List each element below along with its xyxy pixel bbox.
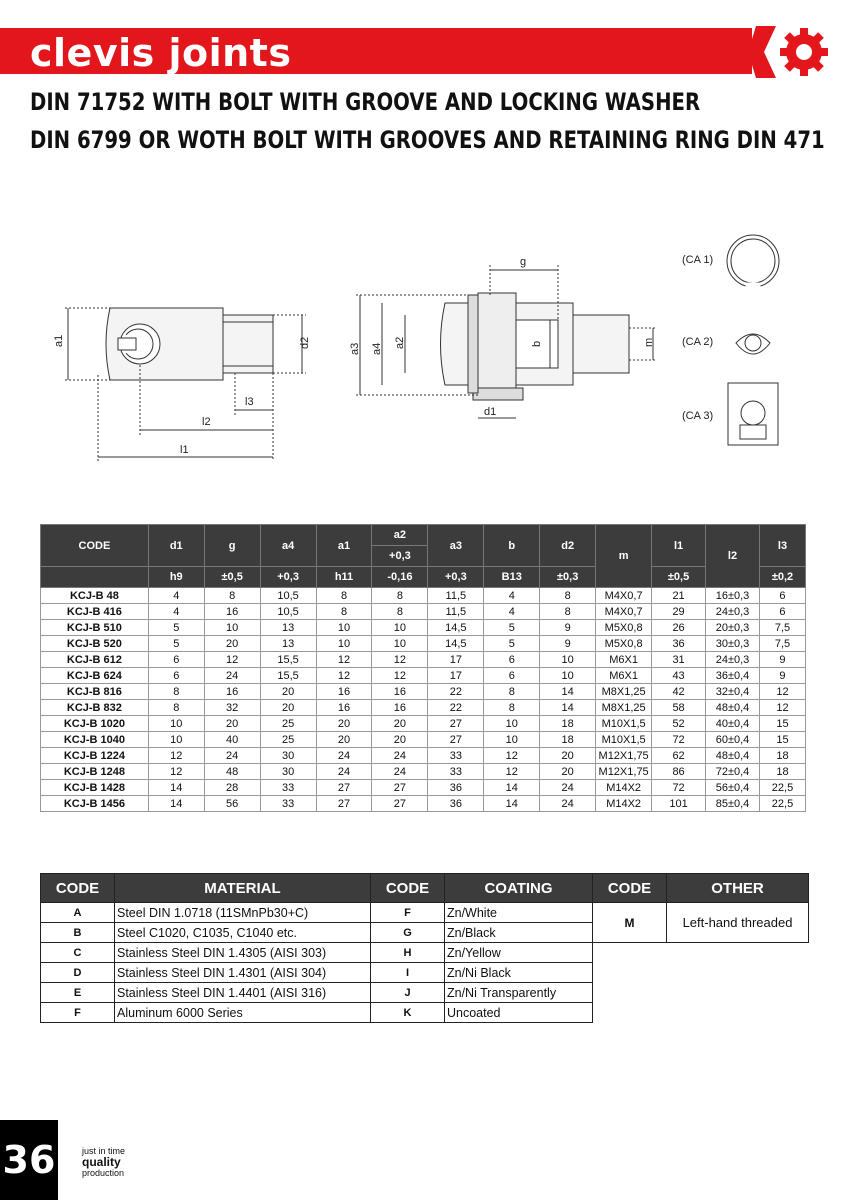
table-cell: 32 [204,700,260,716]
table-cell: 20±0,3 [706,620,760,636]
table-cell: 33 [260,780,316,796]
product-code-cell: KCJ-B 1020 [41,716,149,732]
table-cell: 16 [204,684,260,700]
table-cell: 10 [372,636,428,652]
table-cell: 15 [759,732,805,748]
tolerance-cell: h11 [316,567,372,588]
table-cell: 10 [148,732,204,748]
table-cell: M12X1,75 [596,764,652,780]
table-cell: 22 [428,684,484,700]
table-cell: 6 [759,588,805,604]
table-cell: 62 [652,748,706,764]
table-cell: 48±0,4 [706,700,760,716]
table-row [41,620,806,636]
material-code-cell: C [41,943,115,963]
tolerance-cell: h9 [148,567,204,588]
table-cell: 101 [652,796,706,812]
table-cell: 16 [316,700,372,716]
table-cell: 8 [484,684,540,700]
table-cell: 42 [652,684,706,700]
table-cell: 15,5 [260,652,316,668]
table-cell: 20 [316,716,372,732]
table-cell: 4 [484,604,540,620]
table-cell: 72±0,4 [706,764,760,780]
table-row [41,983,809,1003]
material-code-cell: B [41,923,115,943]
table-cell: 22,5 [759,796,805,812]
product-code-cell: KCJ-B 520 [41,636,149,652]
table-cell: 6 [148,652,204,668]
table-cell: 8 [148,684,204,700]
table-cell: 17 [428,652,484,668]
table-cell: 18 [540,732,596,748]
table-row [41,732,806,748]
col-header: d1 [148,525,204,567]
material-name-cell: Steel C1020, C1035, C1040 etc. [115,923,371,943]
table-cell: 36±0,4 [706,668,760,684]
table-cell: 6 [484,652,540,668]
table-cell: 5 [148,620,204,636]
table-cell: 20 [540,748,596,764]
coating-code-cell: I [371,963,445,983]
table-cell: 22 [428,700,484,716]
table-cell: 10 [204,620,260,636]
table-cell: 10 [148,716,204,732]
tolerance-cell [41,567,149,588]
table-cell: M12X1,75 [596,748,652,764]
table-cell: 10 [372,620,428,636]
coating-code-cell: K [371,1003,445,1023]
table-cell: 4 [148,604,204,620]
coating-code-cell: G [371,923,445,943]
table-cell: 28 [204,780,260,796]
table-row [41,903,809,923]
page-number: 36 [0,1120,58,1200]
table-cell: 22,5 [759,780,805,796]
product-code-cell: KCJ-B 1040 [41,732,149,748]
table-cell: 8 [372,588,428,604]
coating-name-cell: Zn/Ni Black [445,963,593,983]
tagline-line3: production [82,1168,125,1178]
table-cell: 72 [652,780,706,796]
table-cell: 31 [652,652,706,668]
retaining-rings [727,235,779,445]
material-coating-table [40,873,809,1023]
table-cell: 12 [759,684,805,700]
table-cell: 24 [204,748,260,764]
dim-l1: l1 [180,444,189,456]
table-cell: 48±0,4 [706,748,760,764]
table-row [41,684,806,700]
subtitle-din-6799: DIN 6799 OR WOTH BOLT WITH GROOVES AND RETAINING RING DIN 471 [30,126,825,154]
product-code-cell: KCJ-B 624 [41,668,149,684]
table-cell: 24 [316,764,372,780]
table-cell: 5 [484,636,540,652]
table-cell: 8 [372,604,428,620]
dimensions-table [40,524,806,812]
dim-a3: a3 [349,342,361,355]
table-row [41,748,806,764]
table-cell: 12 [372,668,428,684]
table-row [41,652,806,668]
tolerance-row [41,567,806,588]
table-cell: 16 [316,684,372,700]
product-code-cell: KCJ-B 1248 [41,764,149,780]
table-cell: M10X1,5 [596,732,652,748]
table-cell: 20 [540,764,596,780]
table-row [41,604,806,620]
empty-cell [593,963,809,983]
table-cell: 40±0,4 [706,716,760,732]
table-cell: 27 [316,796,372,812]
label-ca1: (CA 1) [682,254,714,266]
table-cell: 27 [372,780,428,796]
material-coating-body [41,903,809,1023]
table-cell: 10,5 [260,604,316,620]
table-cell: M10X1,5 [596,716,652,732]
coating-name-cell: Uncoated [445,1003,593,1023]
table-cell: M8X1,25 [596,684,652,700]
label-ca2: (CA 2) [682,336,714,348]
table-cell: 60±0,4 [706,732,760,748]
table-cell: 14 [540,700,596,716]
coating-header: COATING [445,874,593,903]
material-code-cell: A [41,903,115,923]
other-name-cell: Left-hand threaded [667,903,809,943]
empty-cell [593,983,809,1003]
table-cell: 20 [260,700,316,716]
col-header: CODE [41,525,149,567]
tagline [82,1146,125,1179]
table-cell: 12 [316,652,372,668]
material-name-cell: Aluminum 6000 Series [115,1003,371,1023]
table-cell: 27 [316,780,372,796]
table-cell: 5 [148,636,204,652]
side-view [65,308,306,461]
table-cell: 20 [204,716,260,732]
table-cell: 16±0,3 [706,588,760,604]
col-header: a4 [260,525,316,567]
table-cell: 56±0,4 [706,780,760,796]
material-code-cell: E [41,983,115,1003]
product-code-cell: KCJ-B 48 [41,588,149,604]
dim-l3: l3 [245,396,254,408]
table-row [41,636,806,652]
col-header-a2-tol: +0,3 [372,546,428,567]
table-cell: 32±0,4 [706,684,760,700]
col-header: l3 [759,525,805,567]
table-cell: 6 [148,668,204,684]
table-cell: 12 [759,700,805,716]
other-code-header: CODE [593,874,667,903]
table-cell: 10 [316,620,372,636]
dim-m: m [643,337,655,347]
table-cell: 10 [484,732,540,748]
table-cell: 24 [372,764,428,780]
table-cell: 48 [204,764,260,780]
table-row [41,780,806,796]
table-cell: M14X2 [596,796,652,812]
table-cell: 20 [204,636,260,652]
table-cell: 24±0,3 [706,652,760,668]
table-cell: 8 [316,604,372,620]
dim-l2: l2 [202,416,211,428]
product-code-cell: KCJ-B 510 [41,620,149,636]
tolerance-cell: ±0,2 [759,567,805,588]
table-cell: M6X1 [596,652,652,668]
table-cell: 20 [316,732,372,748]
table-cell: 18 [759,748,805,764]
material-code-header: CODE [41,874,115,903]
coating-name-cell: Zn/Yellow [445,943,593,963]
table-cell: 40 [204,732,260,748]
other-header: OTHER [667,874,809,903]
dimensions-table-body [41,588,806,812]
table-cell: 14 [148,796,204,812]
table-cell: 10 [540,668,596,684]
table-cell: 5 [484,620,540,636]
table-cell: 12 [484,764,540,780]
product-code-cell: KCJ-B 1428 [41,780,149,796]
material-name-cell: Stainless Steel DIN 1.4305 (AISI 303) [115,943,371,963]
table-cell: 18 [540,716,596,732]
table-cell: 4 [484,588,540,604]
table-cell: 9 [759,668,805,684]
dim-d2: d2 [299,336,311,349]
other-code-cell: M [593,903,667,943]
table-cell: 12 [148,748,204,764]
table-cell: 9 [759,652,805,668]
table-cell: 10,5 [260,588,316,604]
dim-g: g [520,256,527,268]
table-cell: 8 [204,588,260,604]
product-code-cell: KCJ-B 1224 [41,748,149,764]
table-cell: M4X0,7 [596,604,652,620]
table-cell: 11,5 [428,604,484,620]
material-code-cell: F [41,1003,115,1023]
table-cell: 12 [316,668,372,684]
dim-a1: a1 [53,334,65,347]
table-cell: 36 [428,780,484,796]
table-cell: 33 [428,764,484,780]
table-cell: 26 [652,620,706,636]
table-cell: 12 [204,652,260,668]
table-cell: 25 [260,716,316,732]
coating-name-cell: Zn/White [445,903,593,923]
coating-code-cell: H [371,943,445,963]
product-code-cell: KCJ-B 416 [41,604,149,620]
table-cell: 12 [148,764,204,780]
col-header: d2 [540,525,596,567]
table-cell: 27 [428,732,484,748]
table-cell: 14 [540,684,596,700]
table-cell: 8 [484,700,540,716]
table-cell: 17 [428,668,484,684]
table-cell: M14X2 [596,780,652,796]
table-cell: 12 [484,748,540,764]
subtitle-din-71752: DIN 71752 WITH BOLT WITH GROOVE AND LOCKING WASHER [30,88,701,116]
table-cell: 20 [372,732,428,748]
col-header: g [204,525,260,567]
table-cell: 20 [372,716,428,732]
table-cell: 10 [316,636,372,652]
table-cell: 6 [484,668,540,684]
empty-cell [593,943,809,963]
table-cell: 24±0,3 [706,604,760,620]
table-cell: 10 [540,652,596,668]
table-cell: 36 [428,796,484,812]
table-cell: 24 [540,796,596,812]
material-header: MATERIAL [115,874,371,903]
coating-name-cell: Zn/Ni Transparently [445,983,593,1003]
col-header: a1 [316,525,372,567]
table-cell: 8 [540,588,596,604]
page-title: clevis joints [30,31,292,75]
table-cell: 13 [260,620,316,636]
table-cell: 14 [484,796,540,812]
table-cell: 25 [260,732,316,748]
table-row [41,716,806,732]
table-cell: 72 [652,732,706,748]
table-cell: 29 [652,604,706,620]
tolerance-cell: +0,3 [428,567,484,588]
table-cell: 27 [428,716,484,732]
table-cell: 8 [540,604,596,620]
tagline-line1: just in time [82,1146,126,1156]
table-cell: 14 [148,780,204,796]
table-cell: M8X1,25 [596,700,652,716]
tolerance-cell: -0,16 [372,567,428,588]
table-cell: 11,5 [428,588,484,604]
tolerance-cell: +0,3 [260,567,316,588]
table-cell: 58 [652,700,706,716]
table-cell: 14,5 [428,636,484,652]
table-cell: 16 [372,684,428,700]
tagline-line2: quality [82,1155,121,1169]
table-cell: 85±0,4 [706,796,760,812]
table-cell: 24 [372,748,428,764]
gear-logo-icon [752,26,832,78]
table-cell: 10 [484,716,540,732]
table-cell: 33 [260,796,316,812]
table-cell: M5X0,8 [596,636,652,652]
table-cell: 56 [204,796,260,812]
table-cell: 24 [540,780,596,796]
technical-drawing [40,225,810,470]
table-cell: 8 [148,700,204,716]
table-cell: 7,5 [759,620,805,636]
tolerance-cell: B13 [484,567,540,588]
col-header: a3 [428,525,484,567]
material-code-cell: D [41,963,115,983]
coating-code-cell: F [371,903,445,923]
label-ca3: (CA 3) [682,410,714,422]
table-cell: 9 [540,620,596,636]
table-cell: 7,5 [759,636,805,652]
col-header: b [484,525,540,567]
table-cell: 13 [260,636,316,652]
tolerance-cell: ±0,5 [652,567,706,588]
table-cell: 18 [759,764,805,780]
table-row [41,1003,809,1023]
table-cell: 15 [759,716,805,732]
table-cell: 43 [652,668,706,684]
product-code-cell: KCJ-B 1456 [41,796,149,812]
table-cell: 4 [148,588,204,604]
table-cell: 86 [652,764,706,780]
table-cell: 36 [652,636,706,652]
col-header: l1 [652,525,706,567]
table-cell: 16 [204,604,260,620]
coating-name-cell: Zn/Black [445,923,593,943]
col-header: m [596,525,652,588]
table-row [41,588,806,604]
table-cell: 27 [372,796,428,812]
table-cell: M5X0,8 [596,620,652,636]
table-cell: 16 [372,700,428,716]
table-cell: 24 [204,668,260,684]
table-cell: 14,5 [428,620,484,636]
table-cell: 15,5 [260,668,316,684]
table-cell: 9 [540,636,596,652]
table-cell: 52 [652,716,706,732]
col-header: a2 [372,525,428,546]
material-name-cell: Stainless Steel DIN 1.4401 (AISI 316) [115,983,371,1003]
product-code-cell: KCJ-B 832 [41,700,149,716]
table-row [41,764,806,780]
coating-code-header: CODE [371,874,445,903]
table-cell: 14 [484,780,540,796]
table-cell: 8 [316,588,372,604]
table-cell: 30 [260,764,316,780]
table-cell: 12 [372,652,428,668]
product-code-cell: KCJ-B 816 [41,684,149,700]
table-row [41,963,809,983]
table-cell: 30 [260,748,316,764]
empty-cell [593,1003,809,1023]
table-cell: 20 [260,684,316,700]
dim-a4: a4 [371,342,383,355]
product-code-cell: KCJ-B 612 [41,652,149,668]
tolerance-cell: ±0,3 [540,567,596,588]
dim-a2: a2 [394,336,406,349]
coating-code-cell: J [371,983,445,1003]
tolerance-cell: ±0,5 [204,567,260,588]
table-row [41,700,806,716]
dim-d1: d1 [484,406,497,418]
dim-b: b [531,340,543,347]
table-cell: 30±0,3 [706,636,760,652]
table-cell: M4X0,7 [596,588,652,604]
material-name-cell: Steel DIN 1.0718 (11SMnPb30+C) [115,903,371,923]
table-cell: 24 [316,748,372,764]
col-header: l2 [706,525,760,588]
title-banner [0,28,752,74]
table-cell: 21 [652,588,706,604]
table-cell: 6 [759,604,805,620]
table-row [41,943,809,963]
table-row [41,796,806,812]
table-cell: M6X1 [596,668,652,684]
table-row [41,668,806,684]
material-name-cell: Stainless Steel DIN 1.4301 (AISI 304) [115,963,371,983]
table-cell: 33 [428,748,484,764]
